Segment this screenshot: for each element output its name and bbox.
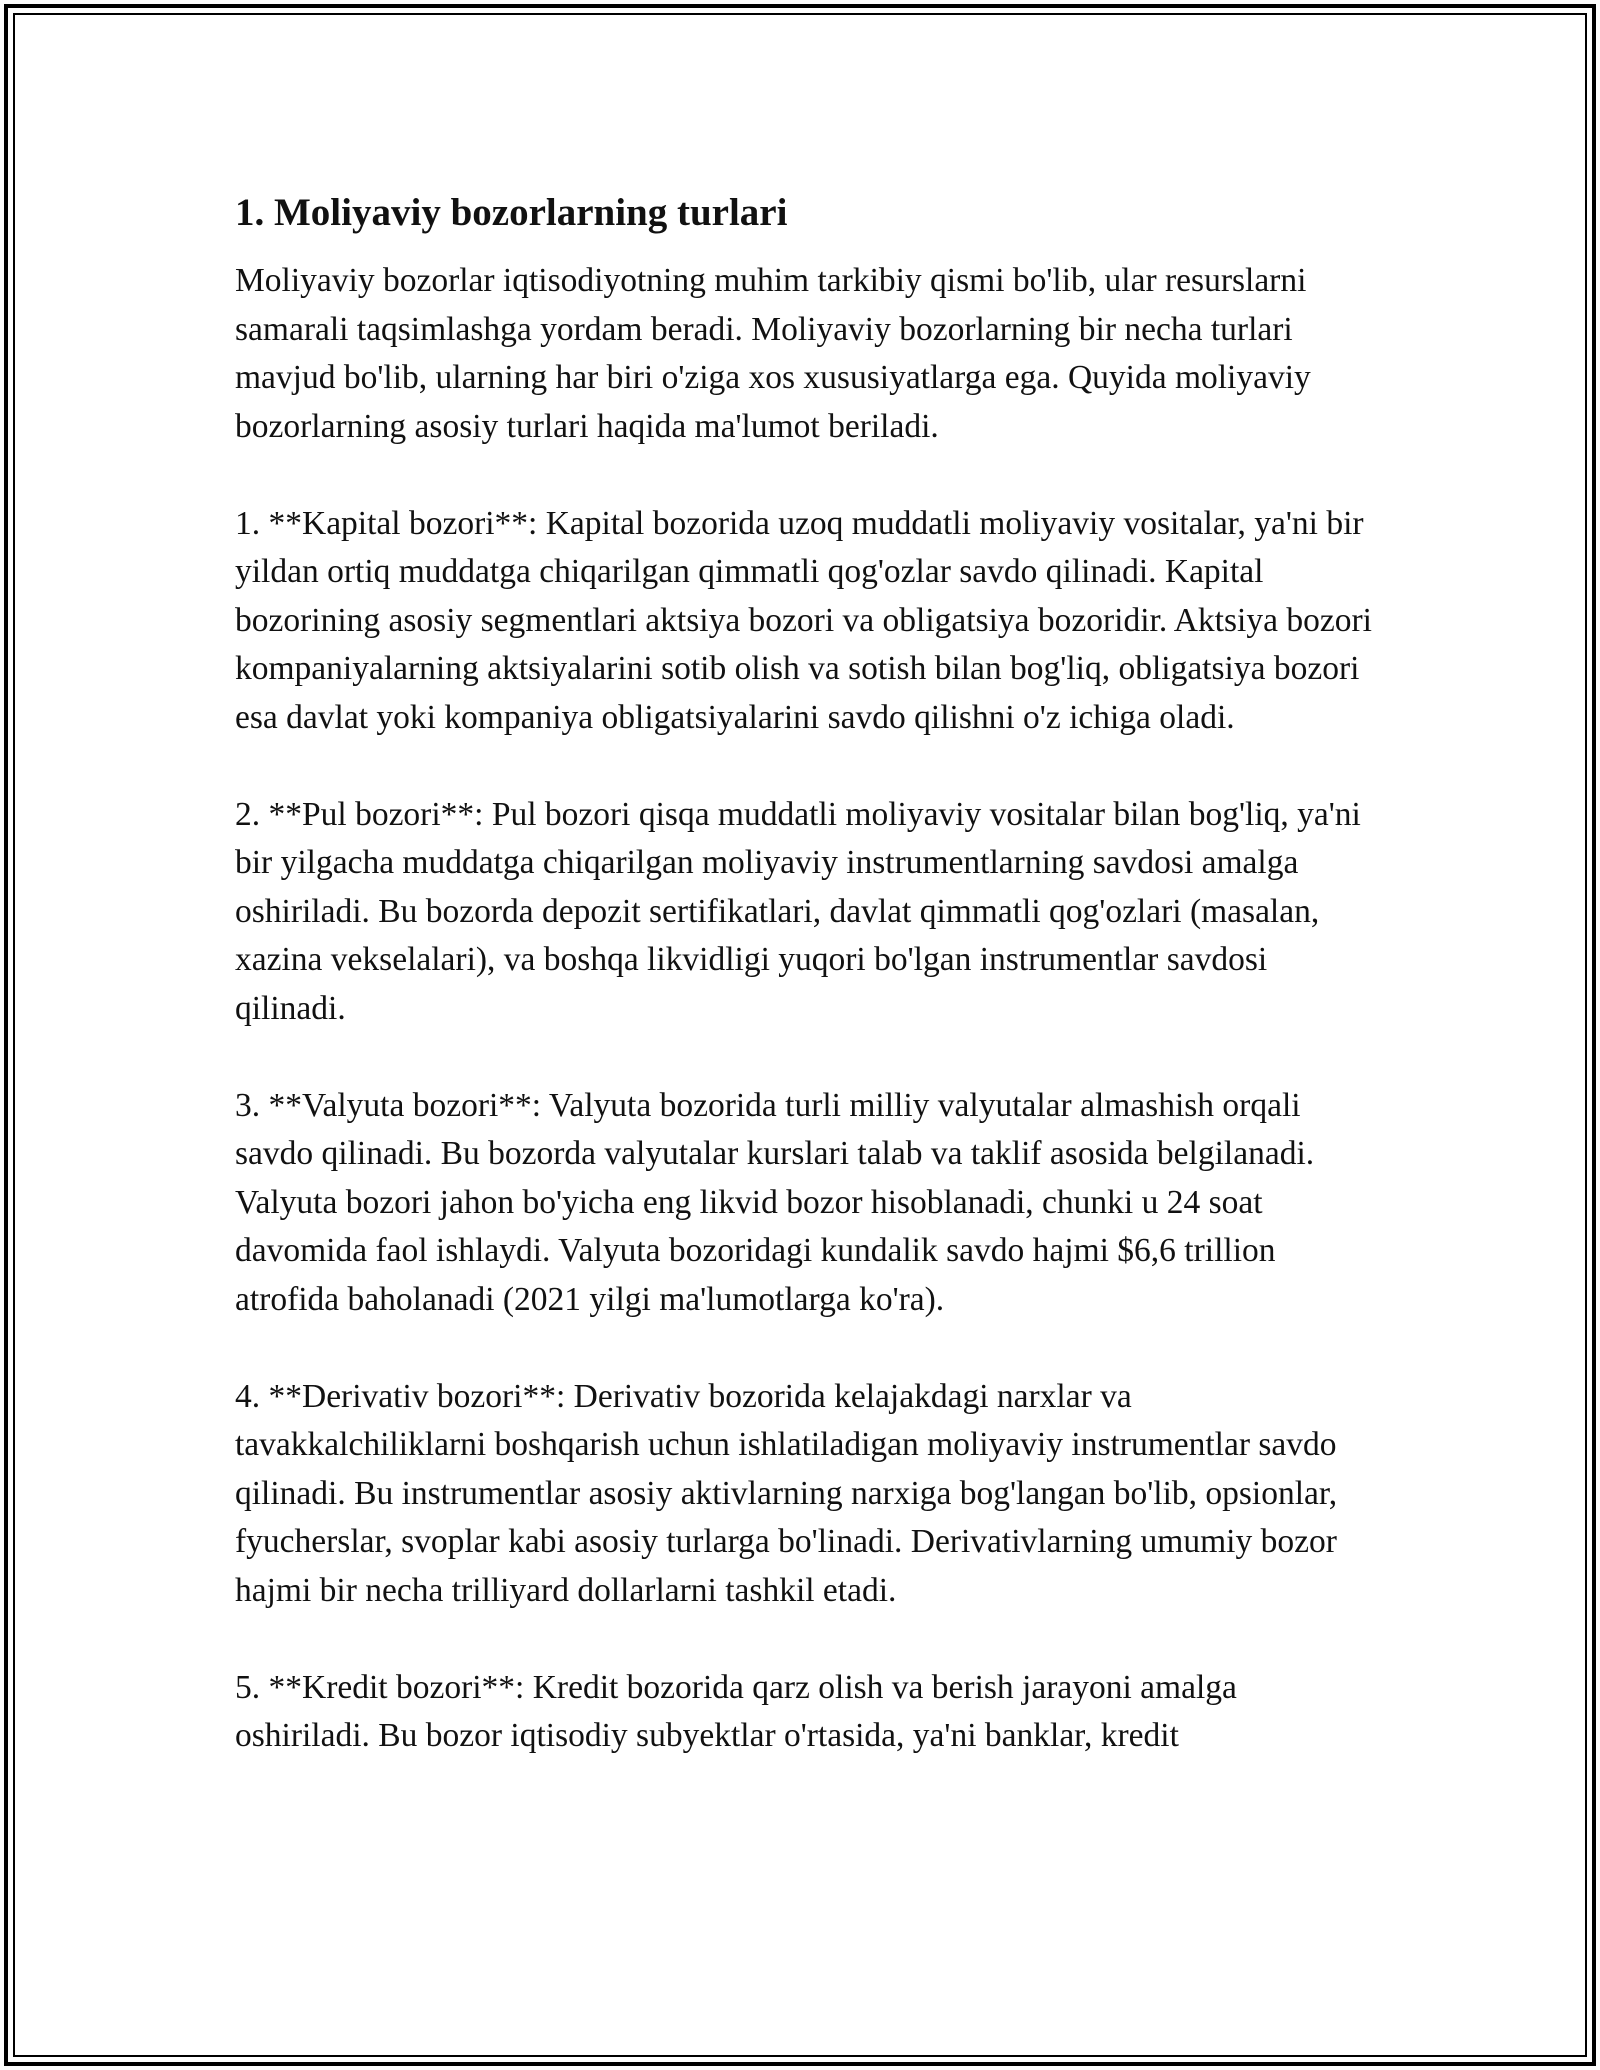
paragraph-currency-market: 3. **Valyuta bozori**: Valyuta bozorida turli milliy valyutalar almashish orqali savdo qilinadi. Bu bozorda valyutalar kurslari talab va taklif asosida belgilanadi. Valyuta bozori jahon bo'yicha eng likvid bozor hisoblanadi, chunki u 24 soat davomida faol ishlaydi. Valyuta bozoridagi kundalik savdo hajmi $6,6 trillion atrofida baholanadi (2021 yilgi ma'lumotlarga ko'ra). xyxy=(235,1086,1315,1318)
paragraph-credit-market: 5. **Kredit bozori**: Kredit bozorida qarz olish va berish jarayoni amalga oshiriladi. Bu bozor iqtisodiy subyektlar o'rtasida, ya'ni banklar, kredit xyxy=(235,1668,1237,1754)
document-body xyxy=(235,185,1375,1809)
paragraph-capital-market: 1. **Kapital bozori**: Kapital bozorida uzoq muddatli moliyaviy vositalar, ya'ni bir yildan ortiq muddatga chiqarilgan qimmatli qog'ozlar savdo qilinadi. Kapital bozorining asosiy segmentlari aktsiya bozori va obligatsiya bozoridir. Aktsiya bozori kompaniyalarning aktsiyalarini sotib olish va sotish bilan bog'liq, obligatsiya bozori esa davlat yoki kompaniya obligatsiyalarini savdo qilishni o'z ichiga oladi. xyxy=(235,504,1372,736)
document-title: 1. Moliyaviy bozorlarning turlari xyxy=(235,191,788,234)
intro-paragraph: Moliyaviy bozorlar iqtisodiyotning muhim tarkibiy qismi bo'lib, ular resurslarni samarali taqsimlashga yordam beradi. Moliyaviy bozorlarning bir necha turlari mavjud bo'lib, ularning har biri o'ziga xos xususiyatlarga ega. Quyida moliyaviy bozorlarning asosiy turlari haqida ma'lumot beriladi. xyxy=(235,262,1311,445)
paragraph-derivative-market: 4. **Derivativ bozori**: Derivativ bozorida kelajakdagi narxlar va tavakkalchiliklarni boshqarish uchun ishlatiladigan moliyaviy instrumentlar savdo qilinadi. Bu instrumentlar asosiy aktivlarning narxiga bog'langan bo'lib, opsionlar, fyucherslar, svoplar kabi asosiy turlarga bo'linadi. Derivativlarning umumiy bozor hajmi bir necha trilliyard dollarlarni tashkil etadi. xyxy=(235,1377,1338,1609)
paragraph-money-market: 2. **Pul bozori**: Pul bozori qisqa muddatli moliyaviy vositalar bilan bog'liq, ya'ni bir yilgacha muddatga chiqarilgan moliyaviy instrumentlarning savdosi amalga oshiriladi. Bu bozorda depozit sertifikatlari, davlat qimmatli qog'ozlari (masalan, xazina vekselalari), va boshqa likvidligi yuqori bo'lgan instrumentlar savdosi qilinadi. xyxy=(235,795,1361,1027)
